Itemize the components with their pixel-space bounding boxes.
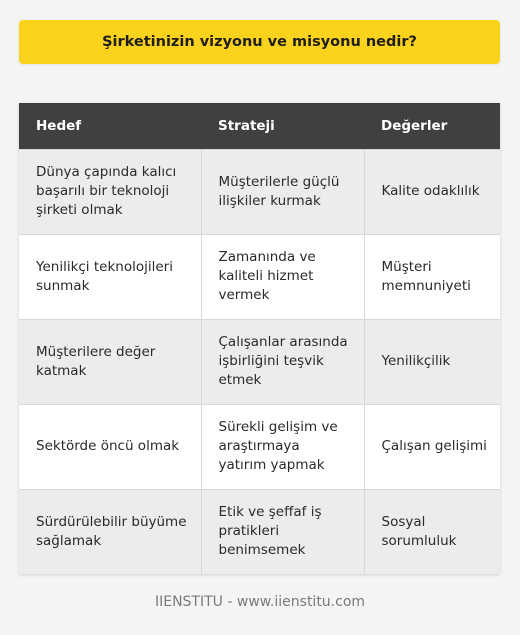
table-cell-strateji: Sürekli gelişim ve araştırmaya yatırım yapmak bbox=[201, 404, 364, 489]
table-cell-degerler: Yenilikçilik bbox=[364, 319, 500, 404]
page-title: Şirketinizin vizyonu ve misyonu nedir? bbox=[102, 34, 417, 50]
table-cell-strateji: Müşterilerle güçlü ilişkiler kurmak bbox=[201, 149, 364, 234]
data-table bbox=[19, 103, 500, 574]
table-cell-degerler: Kalite odaklılık bbox=[364, 149, 500, 234]
table-cell-hedef: Müşterilere değer katmak bbox=[19, 319, 201, 404]
table-cell-hedef: Sektörde öncü olmak bbox=[19, 404, 201, 489]
table-row bbox=[19, 404, 500, 489]
table-cell-hedef: Sürdürülebilir büyüme sağlamak bbox=[19, 489, 201, 574]
title-banner bbox=[19, 20, 500, 64]
table-cell-hedef: Yenilikçi teknolojileri sunmak bbox=[19, 234, 201, 319]
column-header-hedef: Hedef bbox=[19, 103, 201, 149]
table-cell-strateji: Zamanında ve kaliteli hizmet vermek bbox=[201, 234, 364, 319]
table-header-row bbox=[19, 103, 500, 149]
table-cell-degerler: Müşteri memnuniyeti bbox=[364, 234, 500, 319]
column-header-degerler: Değerler bbox=[364, 103, 500, 149]
table-row bbox=[19, 319, 500, 404]
table-cell-degerler: Sosyal sorumluluk bbox=[364, 489, 500, 574]
column-header-strateji: Strateji bbox=[201, 103, 364, 149]
table-row bbox=[19, 234, 500, 319]
table-cell-hedef: Dünya çapında kalıcı başarılı bir teknoloji şirketi olmak bbox=[19, 149, 201, 234]
table-cell-degerler: Çalışan gelişimi bbox=[364, 404, 500, 489]
table-row bbox=[19, 149, 500, 234]
data-table-container bbox=[19, 103, 500, 574]
table-cell-strateji: Çalışanlar arasında işbirliğini teşvik etmek bbox=[201, 319, 364, 404]
table-cell-strateji: Etik ve şeffaf iş pratikleri benimsemek bbox=[201, 489, 364, 574]
footer-credit: IIENSTITU - www.iienstitu.com bbox=[154, 594, 366, 610]
table-row bbox=[19, 489, 500, 574]
